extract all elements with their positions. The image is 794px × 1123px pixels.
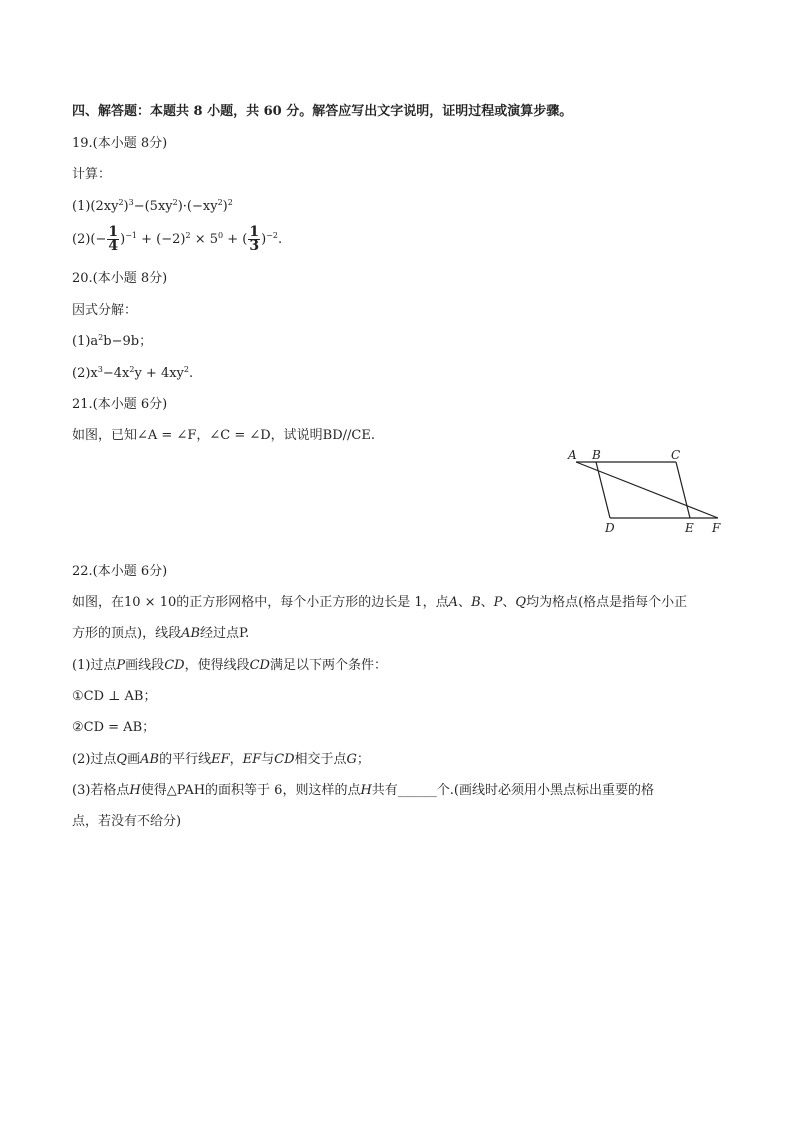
label-d: D — [605, 521, 615, 535]
q21-text: 如图，已知∠A = ∠F，∠C = ∠D，试说明BD//CE. — [72, 428, 375, 443]
label-c: C — [671, 448, 681, 462]
fraction-one-quarter: $\frac{1}{4}$ — [108, 224, 119, 254]
q22-part1: (1)过点P画线段CD，使得线段CD满足以下两个条件： — [72, 658, 387, 673]
q22-condition2: ②CD = AB； — [72, 720, 156, 735]
q20-part2: $(2)x^3-4x^2y + 4xy^2$. — [72, 365, 194, 381]
q22-part2: (2)过点Q画AB的平行线EF，EF与CD相交于点G； — [72, 752, 370, 767]
q19-title: 19.(本小题 8分) — [72, 136, 168, 151]
q22-title: 22.(本小题 6分) — [72, 564, 168, 579]
section-heading: 四、解答题：本题共 8 小题，共 60 分。解答应写出文字说明，证明过程或演算步骤。 — [72, 104, 573, 119]
q22-part3-continued: 点，若没有不给分) — [72, 814, 182, 829]
q22-text-line2: 方形的顶点)，线段AB经过点P. — [72, 626, 250, 641]
q20-instruction: 因式分解： — [72, 303, 138, 318]
q22-text-line1: 如图，在10 × 10的正方形网格中，每个小正方形的边长是 1，点A、B、P、Q均为格点(格点是指每个小正 — [72, 595, 688, 610]
q21-geometry-figure — [560, 444, 730, 539]
q22-condition1: ①CD ⊥ AB； — [72, 689, 157, 704]
label-e: E — [685, 521, 694, 535]
q19-part1: $(1)(2xy^2)^3-(5xy^2)\cdot(-xy^2)^2$ — [72, 198, 233, 214]
label-a: A — [568, 448, 577, 462]
segment-ce — [676, 462, 690, 518]
q20-part1: $(1)a^2b-9b$； — [72, 333, 153, 349]
q21-title: 21.(本小题 6分) — [72, 397, 168, 412]
q22-part3: (3)若格点H使得△PAH的面积等于 6，则这样的点H共有______个.(画线时必须用小黑点标出重要的格 — [72, 783, 655, 798]
fraction-one-third: $\frac{1}{3}$ — [249, 224, 260, 254]
label-b: B — [592, 448, 601, 462]
segment-af — [576, 462, 718, 518]
q19-part2: (2)(− $\frac{1}{4}$ )$^{-1} + (-2)^2 \times 5^0$ + ( $\frac{1}{3}$ )$^{-2}$. — [72, 224, 283, 254]
label-f: F — [712, 521, 721, 535]
q19-instruction: 计算： — [72, 167, 112, 182]
q20-title: 20.(本小题 8分) — [72, 271, 168, 286]
